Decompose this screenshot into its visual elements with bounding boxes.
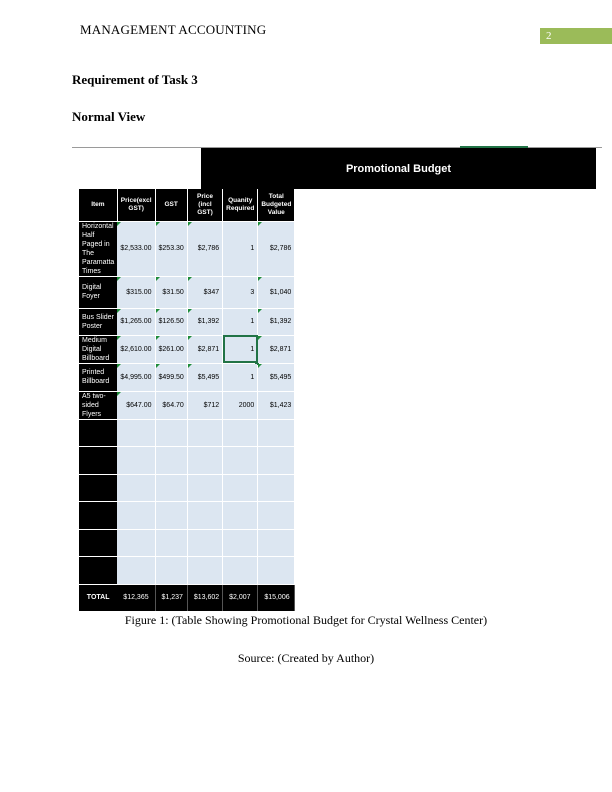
price-excl-cell[interactable]: $2,533.00 [117,221,155,276]
figure-caption: Figure 1: (Table Showing Promotional Budget for Crystal Wellness Center) [124,613,488,627]
column-header-total-value[interactable]: Total Budgeted Value [258,189,295,221]
total-value-cell[interactable]: $5,495 [258,363,295,391]
item-cell[interactable]: Printed Billboard [79,363,117,391]
quantity-cell[interactable]: 1 [223,221,258,276]
empty-cell[interactable] [223,446,258,474]
price-incl-cell[interactable]: $347 [187,276,222,308]
total-value-cell[interactable]: $2,786 [258,221,295,276]
gst-cell[interactable]: $499.50 [155,363,187,391]
empty-row [79,474,295,501]
empty-cell[interactable] [117,474,155,501]
price-excl-cell[interactable]: $315.00 [117,276,155,308]
empty-cell[interactable] [155,501,187,529]
table-row [79,363,295,391]
running-header: MANAGEMENT ACCOUNTING [80,22,267,37]
empty-cell[interactable] [223,556,258,584]
table-row [79,308,295,335]
empty-cell[interactable] [117,529,155,556]
total-value-cell[interactable]: $1,423 [258,391,295,419]
source-caption: Source: (Created by Author) [237,651,375,665]
price-incl-cell[interactable]: $5,495 [187,363,222,391]
empty-cell[interactable] [258,529,295,556]
empty-cell[interactable] [223,529,258,556]
table-row [79,335,295,363]
empty-cell[interactable] [223,501,258,529]
gst-cell[interactable]: $261.00 [155,335,187,363]
total-quantity[interactable]: $2,007 [223,584,258,611]
view-heading: Normal View [72,109,146,124]
total-row [79,584,295,611]
item-cell[interactable]: Horizontal Half Paged in The Paramatta Times [79,221,117,276]
column-header-item[interactable]: Item [79,189,117,221]
quantity-cell[interactable]: 3 [223,276,258,308]
total-gst[interactable]: $1,237 [155,584,187,611]
task-heading: Requirement of Task 3 [72,72,198,87]
empty-cell[interactable] [155,556,187,584]
total-price-incl[interactable]: $13,602 [187,584,222,611]
price-excl-cell[interactable]: $2,610.00 [117,335,155,363]
empty-cell[interactable] [117,556,155,584]
column-header-quantity[interactable]: Quanity Required [223,189,258,221]
price-excl-cell[interactable]: $1,265.00 [117,308,155,335]
empty-row [79,446,295,474]
empty-item-cell[interactable] [79,556,117,584]
quantity-cell[interactable]: 1 [223,308,258,335]
empty-cell[interactable] [187,556,222,584]
gst-cell[interactable]: $31.50 [155,276,187,308]
empty-cell[interactable] [155,446,187,474]
empty-cell[interactable] [187,419,222,446]
column-header-price-excl[interactable]: Price(excl GST) [117,189,155,221]
price-incl-cell[interactable]: $2,871 [187,335,222,363]
empty-item-cell[interactable] [79,474,117,501]
total-value-cell[interactable]: $1,392 [258,308,295,335]
item-cell[interactable]: Medium Digital Billboard [79,335,117,363]
blank-corner-cell [79,148,201,189]
empty-cell[interactable] [258,501,295,529]
table-row [79,391,295,419]
empty-cell[interactable] [187,501,222,529]
empty-cell[interactable] [117,446,155,474]
table-title: Promotional Budget [201,148,596,189]
header-row [79,189,295,221]
total-label[interactable]: TOTAL [79,584,117,611]
empty-cell[interactable] [117,501,155,529]
quantity-cell[interactable]: 1 [223,363,258,391]
empty-cell[interactable] [258,474,295,501]
page-number-badge: 2 [540,28,612,44]
quantity-cell-selected[interactable]: 1 [223,335,258,363]
empty-item-cell[interactable] [79,501,117,529]
gst-cell[interactable]: $253.30 [155,221,187,276]
table-row [79,221,295,276]
empty-item-cell[interactable] [79,419,117,446]
price-incl-cell[interactable]: $1,392 [187,308,222,335]
price-incl-cell[interactable]: $2,786 [187,221,222,276]
table-row [79,276,295,308]
empty-cell[interactable] [155,419,187,446]
empty-cell[interactable] [258,446,295,474]
empty-row [79,529,295,556]
gst-cell[interactable]: $126.50 [155,308,187,335]
empty-cell[interactable] [155,474,187,501]
empty-cell[interactable] [258,419,295,446]
total-budgeted-value[interactable]: $15,006 [258,584,295,611]
total-value-cell[interactable]: $1,040 [258,276,295,308]
total-value-cell[interactable]: $2,871 [258,335,295,363]
empty-cell[interactable] [187,446,222,474]
empty-cell[interactable] [187,529,222,556]
column-header-gst[interactable]: GST [155,189,187,221]
budget-table [79,189,295,611]
empty-cell[interactable] [223,419,258,446]
item-cell[interactable]: Digital Foyer [79,276,117,308]
empty-row [79,419,295,446]
price-incl-cell[interactable]: $712 [187,391,222,419]
empty-row [79,501,295,529]
quantity-cell[interactable]: 2000 [223,391,258,419]
price-excl-cell[interactable]: $647.00 [117,391,155,419]
item-cell[interactable]: Bus Slider Poster [79,308,117,335]
gst-cell[interactable]: $64.70 [155,391,187,419]
empty-cell[interactable] [155,529,187,556]
empty-item-cell[interactable] [79,446,117,474]
empty-cell[interactable] [187,474,222,501]
empty-cell[interactable] [223,474,258,501]
empty-item-cell[interactable] [79,529,117,556]
item-cell[interactable]: A5 two-sided Flyers [79,391,117,419]
empty-row [79,556,295,584]
column-header-price-incl[interactable]: Price (incl GST) [187,189,222,221]
total-price-excl[interactable]: $12,365 [117,584,155,611]
empty-cell[interactable] [117,419,155,446]
empty-cell[interactable] [258,556,295,584]
price-excl-cell[interactable]: $4,995.00 [117,363,155,391]
